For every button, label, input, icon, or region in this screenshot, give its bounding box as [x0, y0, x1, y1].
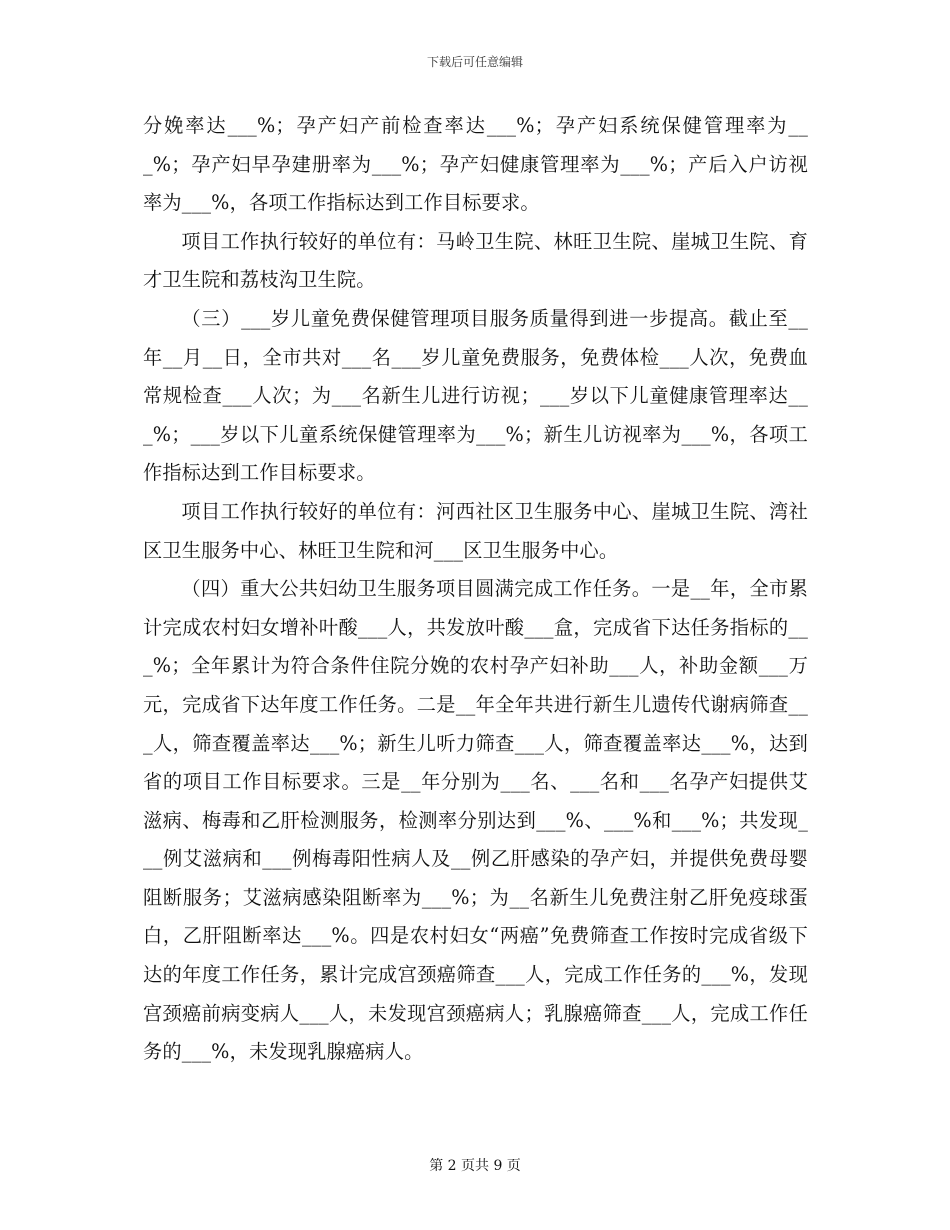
- paragraph-child-units: 项目工作执行较好的单位有：河西社区卫生服务中心、崖城卫生院、湾社区卫生服务中心、林旺卫生院和河___区卫生服务中心。: [143, 499, 808, 562]
- paragraph-child-health: （三）___岁儿童免费保健管理项目服务质量得到进一步提高。截止至__年__月__日，全市共对___名___岁儿童免费服务，免费体检___人次，免费血常规检查___人次；为___名新生儿进行访视；___岁以下儿童健康管理率达___%；___岁以下儿童系统保健管理率为___%；新生儿访视率为___%，各项工作指标达到工作目标要求。: [143, 306, 808, 485]
- paragraph-maternal-units: 项目工作执行较好的单位有：马岭卫生院、林旺卫生院、崖城卫生院、育才卫生院和荔枝沟卫生院。: [143, 229, 808, 292]
- paragraph-public-health-projects: （四）重大公共妇幼卫生服务项目圆满完成工作任务。一是__年，全市累计完成农村妇女增补叶酸___人，共发放叶酸___盒，完成省下达任务指标的___%；全年累计为符合条件住院分娩的农村孕产妇补助___人，补助金额___万元，完成省下达年度工作任务。二是__年全年共进行新生儿遗传代谢病筛查___人，筛查覆盖率达___%；新生儿听力筛查___人，筛查覆盖率达___%，达到省的项目工作目标要求。三是__年分别为___名、___名和___名孕产妇提供艾滋病、梅毒和乙肝检测服务，检测率分别达到___%、___%和___%；共发现___例艾滋病和___例梅毒阳性病人及__例乙肝感染的孕产妇，并提供免费母婴阻断服务；艾滋病感染阻断率为___%；为__名新生儿免费注射乙肝免疫球蛋白，乙肝阻断率达___%。四是农村妇女“两癌”免费筛查工作按时完成省级下达的年度工作任务，累计完成宫颈癌筛查___人，完成工作任务的___%，发现宫颈癌前病变病人___人，未发现宫颈癌病人；乳腺癌筛查___人，完成工作任务的___%，未发现乳腺癌病人。: [143, 577, 808, 1064]
- paragraph-maternal-rates: 分娩率达___%；孕产妇产前检查率达___%；孕产妇系统保健管理率为___%；孕产妇早孕建册率为___%；孕产妇健康管理率为___%；产后入户访视率为___%，各项工作指标达到工作目标要求。: [143, 114, 808, 215]
- page-footer: 第 2 页共 9 页: [429, 1158, 521, 1174]
- page-header: 下载后可任意编辑: [426, 55, 523, 69]
- document-body: [143, 107, 808, 1072]
